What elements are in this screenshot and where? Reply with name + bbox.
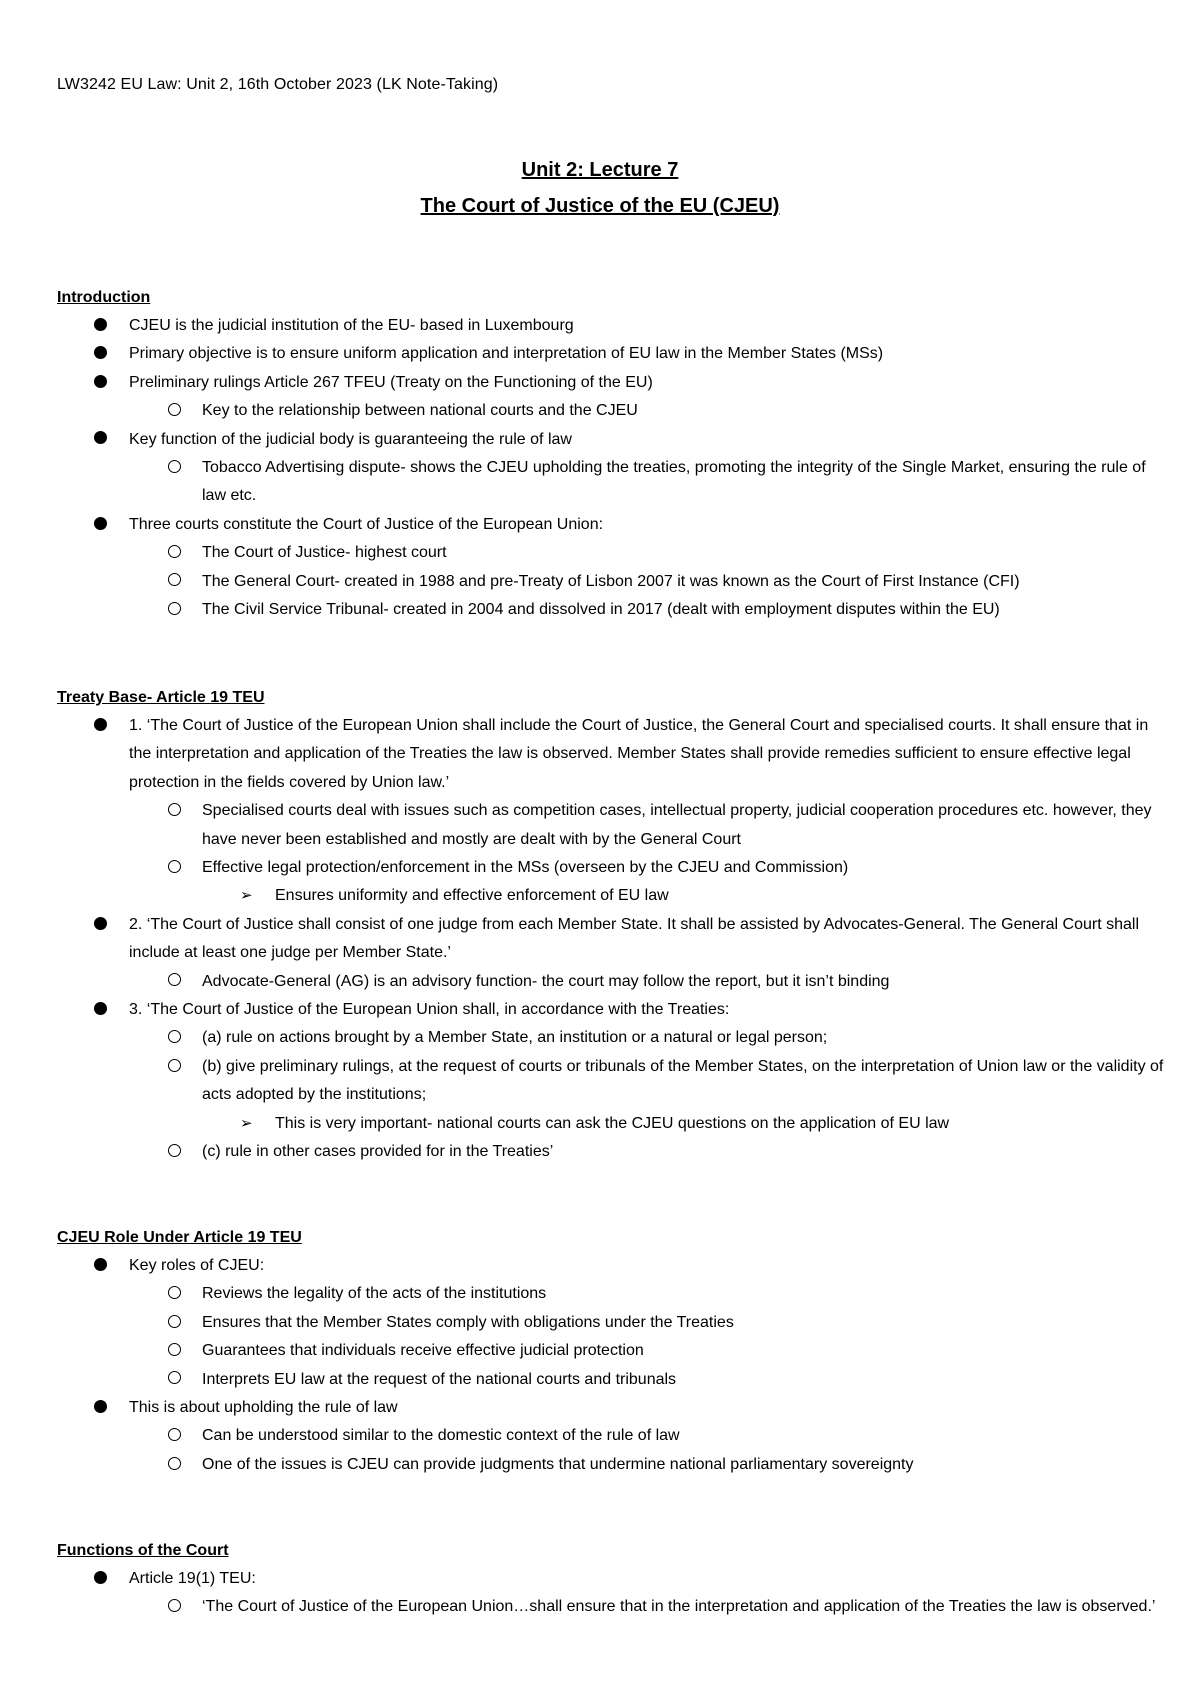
list-item: Effective legal protection/enforcement in the MSs (overseen by the CJEU and Commission) — [57, 854, 1167, 882]
bullet-disc-icon — [94, 431, 107, 444]
list-item: The Court of Justice- highest court — [57, 539, 1167, 567]
bullet-disc-icon — [94, 517, 107, 530]
list-item: CJEU is the judicial institution of the EU- based in Luxembourg — [57, 312, 1167, 340]
list-item: (b) give preliminary rulings, at the request of courts or tribunals of the Member States, on the interpretation of Union law or the validity of acts adopted by the institutions; — [57, 1053, 1167, 1110]
list-item: 3. ‘The Court of Justice of the European Union shall, in accordance with the Treaties: — [57, 996, 1167, 1024]
bullet-circle-icon — [168, 1599, 181, 1612]
bullet-circle-icon — [168, 545, 181, 558]
bullet-disc-icon — [94, 917, 107, 930]
section-heading: Functions of the Court — [57, 1542, 229, 1559]
lecture-subtitle: The Court of Justice of the EU (CJEU) — [420, 195, 780, 217]
bullet-circle-icon — [168, 1286, 181, 1299]
bullet-circle-icon — [168, 573, 181, 586]
bullet-circle-icon — [168, 1428, 181, 1441]
section-heading: CJEU Role Under Article 19 TEU — [57, 1229, 302, 1246]
arrow-bullet-icon: ➢ — [240, 1114, 253, 1132]
list-item: Interprets EU law at the request of the national courts and tribunals — [57, 1366, 1167, 1394]
section-treaty-base — [57, 684, 1167, 1167]
bullet-disc-icon — [94, 346, 107, 359]
bullet-circle-icon — [168, 1371, 181, 1384]
list-item: Specialised courts deal with issues such as competition cases, intellectual property, judicial cooperation procedures etc. however, they have never been established and mostly are dealt with by the General Court — [57, 797, 1167, 854]
bullet-disc-icon — [94, 375, 107, 388]
bullet-circle-icon — [168, 602, 181, 615]
list-item: 2. ‘The Court of Justice shall consist of one judge from each Member State. It shall be assisted by Advocates-General. The General Court shall include at least one judge per Member State.’ — [57, 911, 1167, 968]
list-item: This is about upholding the rule of law — [57, 1394, 1167, 1422]
section-cjeu-role — [57, 1224, 1167, 1479]
section-introduction — [57, 284, 1167, 624]
bullet-disc-icon — [94, 718, 107, 731]
list-item: The General Court- created in 1988 and pre-Treaty of Lisbon 2007 it was known as the Court of First Instance (CFI) — [57, 568, 1167, 596]
list-item: The Civil Service Tribunal- created in 2004 and dissolved in 2017 (dealt with employment disputes within the EU) — [57, 596, 1167, 624]
list-item: Reviews the legality of the acts of the institutions — [57, 1280, 1167, 1308]
list-item: (a) rule on actions brought by a Member State, an institution or a natural or legal person; — [57, 1024, 1167, 1052]
bullet-circle-icon — [168, 1315, 181, 1328]
list-item: Advocate-General (AG) is an advisory function- the court may follow the report, but it isn’t binding — [57, 968, 1167, 996]
list-item: Key roles of CJEU: — [57, 1252, 1167, 1280]
list-item: Key function of the judicial body is guaranteeing the rule of law — [57, 426, 1167, 454]
lecture-title: Unit 2: Lecture 7 — [521, 159, 679, 181]
bullet-disc-icon — [94, 1571, 107, 1584]
bullet-circle-icon — [168, 403, 181, 416]
bullet-disc-icon — [94, 318, 107, 331]
list-item: ‘The Court of Justice of the European Union…shall ensure that in the interpretation and application of the Treaties the law is observed.’ — [57, 1593, 1167, 1621]
section-heading: Treaty Base- Article 19 TEU — [57, 689, 265, 706]
list-item: Primary objective is to ensure uniform application and interpretation of EU law in the Member States (MSs) — [57, 340, 1167, 368]
list-item: Guarantees that individuals receive effective judicial protection — [57, 1337, 1167, 1365]
list-item: ➢ This is very important- national courts can ask the CJEU questions on the application of EU law — [57, 1110, 1167, 1138]
bullet-circle-icon — [168, 860, 181, 873]
bullet-circle-icon — [168, 1144, 181, 1157]
list-item: Article 19(1) TEU: — [57, 1565, 1167, 1593]
bullet-circle-icon — [168, 1457, 181, 1470]
bullet-circle-icon — [168, 460, 181, 473]
bullet-circle-icon — [168, 1343, 181, 1356]
bullet-disc-icon — [94, 1400, 107, 1413]
list-item: 1. ‘The Court of Justice of the European Union shall include the Court of Justice, the General Court and specialised courts. It shall ensure that in the interpretation and application of the Treaties the law is observed. Member States shall provide remedies sufficient to ensure effective legal protection in the fields covered by Union law.’ — [57, 712, 1167, 797]
list-item: Tobacco Advertising dispute- shows the CJEU upholding the treaties, promoting the integrity of the Single Market, ensuring the rule of law etc. — [57, 454, 1167, 511]
list-item: ➢ Ensures uniformity and effective enforcement of EU law — [57, 882, 1167, 910]
arrow-bullet-icon: ➢ — [240, 887, 253, 905]
list-item: Key to the relationship between national courts and the CJEU — [57, 397, 1167, 425]
bullet-circle-icon — [168, 1030, 181, 1043]
bullet-disc-icon — [94, 1002, 107, 1015]
bullet-circle-icon — [168, 803, 181, 816]
list-item: Three courts constitute the Court of Justice of the European Union: — [57, 511, 1167, 539]
page-title — [0, 156, 1200, 228]
list-item: Preliminary rulings Article 267 TFEU (Treaty on the Functioning of the EU) — [57, 369, 1167, 397]
bullet-disc-icon — [94, 1258, 107, 1271]
section-heading: Introduction — [57, 289, 151, 306]
list-item: Can be understood similar to the domestic context of the rule of law — [57, 1422, 1167, 1450]
section-functions — [57, 1537, 1167, 1622]
list-item: One of the issues is CJEU can provide judgments that undermine national parliamentary sovereignty — [57, 1451, 1167, 1479]
document-header: LW3242 EU Law: Unit 2, 16th October 2023 (LK Note-Taking) — [57, 76, 499, 93]
list-item: (c) rule in other cases provided for in the Treaties’ — [57, 1138, 1167, 1166]
list-item: Ensures that the Member States comply with obligations under the Treaties — [57, 1309, 1167, 1337]
bullet-circle-icon — [168, 1059, 181, 1072]
bullet-circle-icon — [168, 973, 181, 986]
